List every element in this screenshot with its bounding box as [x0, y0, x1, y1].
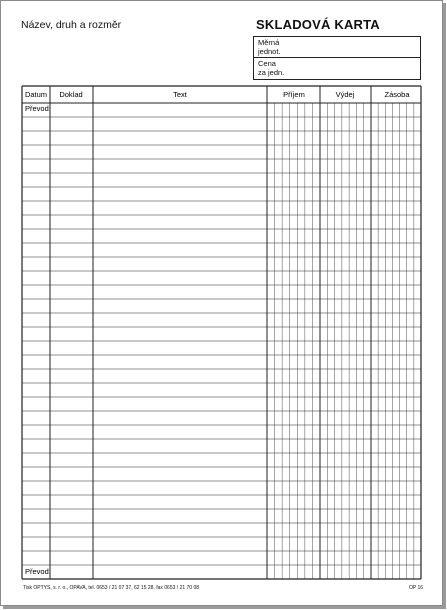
ledger-grid	[22, 86, 421, 579]
col-header-zasoba: Zásoba	[384, 90, 410, 99]
transfer-top-label: Převod:	[25, 104, 51, 113]
transfer-bottom-label: Převod:	[25, 567, 51, 576]
ledger-table	[1, 1, 442, 605]
col-header-doklad: Doklad	[59, 90, 83, 99]
unit-label-line1: Měrná	[258, 38, 280, 47]
col-header-prijem: Příjem	[283, 90, 305, 99]
form-code: OP 16	[409, 585, 424, 591]
page-title: SKLADOVÁ KARTA	[256, 17, 380, 32]
printer-imprint: Tisk OPTYS, s. r. o., OPAVA, tel. 0653 / 21 07 37, 62 15 28, fax 0653 / 21 70 08	[23, 585, 200, 591]
col-header-datum: Datum	[24, 90, 48, 99]
col-header-text: Text	[173, 90, 187, 99]
price-label-line2: za jedn.	[258, 68, 285, 77]
unit-label-line2: jednot.	[258, 47, 281, 56]
item-name-label: Název, druh a rozměr	[21, 19, 122, 31]
price-label-line1: Cena	[258, 59, 276, 68]
col-header-vydej: Výdej	[335, 90, 355, 99]
